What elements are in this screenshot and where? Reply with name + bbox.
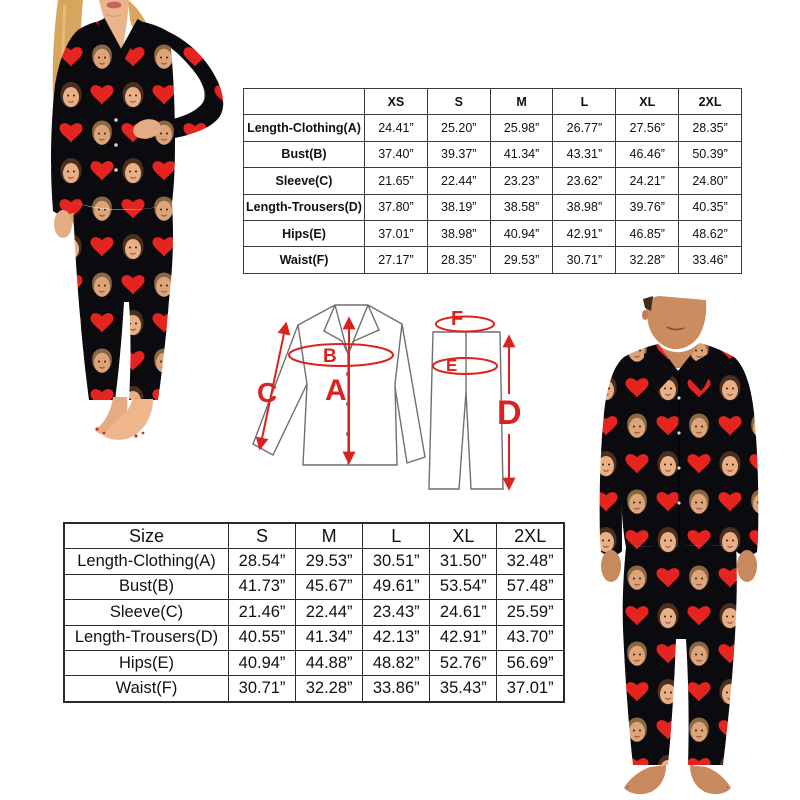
table-row: [64, 600, 564, 625]
size-value: 23.62”: [553, 168, 616, 194]
column-header: XL: [616, 89, 679, 115]
row-label: Length-Trousers(D): [64, 625, 229, 650]
size-value: 48.82”: [363, 650, 430, 675]
size-value: 38.98”: [427, 220, 490, 246]
table-row: [64, 650, 564, 675]
size-value: 38.19”: [427, 194, 490, 220]
size-value: 46.46”: [616, 141, 679, 167]
size-value: 27.56”: [616, 115, 679, 141]
size-value: 35.43”: [430, 676, 497, 702]
man-pajama-top: [600, 343, 759, 555]
row-label: Waist(F): [244, 247, 365, 273]
row-label: Hips(E): [64, 650, 229, 675]
woman-pajama-trousers: [73, 202, 173, 400]
row-label: Waist(F): [64, 676, 229, 702]
table-row: [244, 194, 742, 220]
size-value: 23.23”: [490, 168, 553, 194]
row-label: Length-Trousers(D): [244, 194, 365, 220]
size-value: 41.34”: [490, 141, 553, 167]
size-value: 46.85”: [616, 220, 679, 246]
size-value: 44.88”: [296, 650, 363, 675]
size-value: 29.53”: [490, 247, 553, 273]
measure-label-e: E: [446, 356, 458, 375]
measure-label-b: B: [323, 346, 337, 367]
size-value: 56.69”: [497, 650, 564, 675]
size-value: 50.39”: [679, 141, 742, 167]
table-row: [244, 168, 742, 194]
woman-feet: [95, 397, 153, 440]
size-value: 40.55”: [229, 625, 296, 650]
woman-pajama-top: [51, 20, 223, 215]
size-value: 39.76”: [616, 194, 679, 220]
table-row: [244, 247, 742, 273]
size-value: 52.76”: [430, 650, 497, 675]
table-row: [244, 115, 742, 141]
left-sleeve: [600, 357, 624, 555]
column-header: S: [427, 89, 490, 115]
measure-label-a: A: [325, 374, 347, 407]
size-value: 33.46”: [679, 247, 742, 273]
size-value: 23.43”: [363, 600, 430, 625]
right-sleeve: [734, 357, 758, 555]
row-label: Length-Clothing(A): [244, 115, 365, 141]
row-label: Bust(B): [244, 141, 365, 167]
column-header: XS: [365, 89, 428, 115]
column-header: M: [490, 89, 553, 115]
size-value: 25.20”: [427, 115, 490, 141]
man-feet: [624, 765, 731, 794]
size-value: 22.44”: [296, 600, 363, 625]
female-model-photo: [25, 0, 235, 440]
size-table-xs-2xl: [243, 88, 742, 274]
measurement-marks: [257, 308, 522, 488]
table-row: [64, 625, 564, 650]
size-value: 24.80”: [679, 168, 742, 194]
size-value: 45.67”: [296, 574, 363, 599]
measure-label-f: F: [451, 308, 464, 330]
size-value: 24.41”: [365, 115, 428, 141]
size-value: 28.35”: [679, 115, 742, 141]
size-table-s-2xl: [63, 522, 565, 703]
size-value: 40.94”: [490, 220, 553, 246]
size-value: 27.17”: [365, 247, 428, 273]
row-label: Sleeve(C): [244, 168, 365, 194]
row-label: Sleeve(C): [64, 600, 229, 625]
size-value: 40.35”: [679, 194, 742, 220]
table-row: [64, 574, 564, 599]
size-value: 25.59”: [497, 600, 564, 625]
size-value: 30.51”: [363, 549, 430, 574]
size-value: 37.01”: [365, 220, 428, 246]
table-row: [244, 141, 742, 167]
column-header: S: [229, 523, 296, 549]
measure-label-c: C: [257, 377, 278, 408]
row-label: Hips(E): [244, 220, 365, 246]
size-value: 49.61”: [363, 574, 430, 599]
size-value: 57.48”: [497, 574, 564, 599]
column-header: M: [296, 523, 363, 549]
column-header: L: [553, 89, 616, 115]
table-row: [64, 676, 564, 702]
size-value: 42.91”: [430, 625, 497, 650]
size-value: 43.31”: [553, 141, 616, 167]
size-value: 33.86”: [363, 676, 430, 702]
size-value: 26.77”: [553, 115, 616, 141]
size-value: 21.65”: [365, 168, 428, 194]
size-value: 21.46”: [229, 600, 296, 625]
man-pajama-trousers: [623, 545, 737, 765]
measure-label-d: D: [497, 394, 522, 432]
size-value: 32.48”: [497, 549, 564, 574]
table-row: [244, 220, 742, 246]
column-header: L: [363, 523, 430, 549]
size-value: 53.54”: [430, 574, 497, 599]
column-header: 2XL: [679, 89, 742, 115]
size-value: 39.37”: [427, 141, 490, 167]
size-value: 48.62”: [679, 220, 742, 246]
size-value: 28.35”: [427, 247, 490, 273]
size-value: 24.21”: [616, 168, 679, 194]
size-value: 42.13”: [363, 625, 430, 650]
size-value: 41.73”: [229, 574, 296, 599]
size-value: 38.58”: [490, 194, 553, 220]
size-value: 43.70”: [497, 625, 564, 650]
size-value: 24.61”: [430, 600, 497, 625]
column-header: Size: [64, 523, 229, 549]
size-value: 30.71”: [553, 247, 616, 273]
column-header: XL: [430, 523, 497, 549]
size-value: 28.54”: [229, 549, 296, 574]
size-value: 40.94”: [229, 650, 296, 675]
size-value: 32.28”: [616, 247, 679, 273]
male-model-photo: [560, 293, 800, 800]
measurement-diagram: [225, 292, 545, 512]
size-value: 37.40”: [365, 141, 428, 167]
size-value: 38.98”: [553, 194, 616, 220]
trousers-outline: [429, 332, 503, 489]
row-label: Bust(B): [64, 574, 229, 599]
size-value: 29.53”: [296, 549, 363, 574]
size-value: 22.44”: [427, 168, 490, 194]
column-header: [244, 89, 365, 115]
size-value: 37.01”: [497, 676, 564, 702]
row-label: Length-Clothing(A): [64, 549, 229, 574]
size-value: 32.28”: [296, 676, 363, 702]
size-value: 30.71”: [229, 676, 296, 702]
size-value: 42.91”: [553, 220, 616, 246]
size-value: 31.50”: [430, 549, 497, 574]
size-value: 41.34”: [296, 625, 363, 650]
column-header: 2XL: [497, 523, 564, 549]
size-value: 37.80”: [365, 194, 428, 220]
table-row: [64, 549, 564, 574]
size-value: 25.98”: [490, 115, 553, 141]
